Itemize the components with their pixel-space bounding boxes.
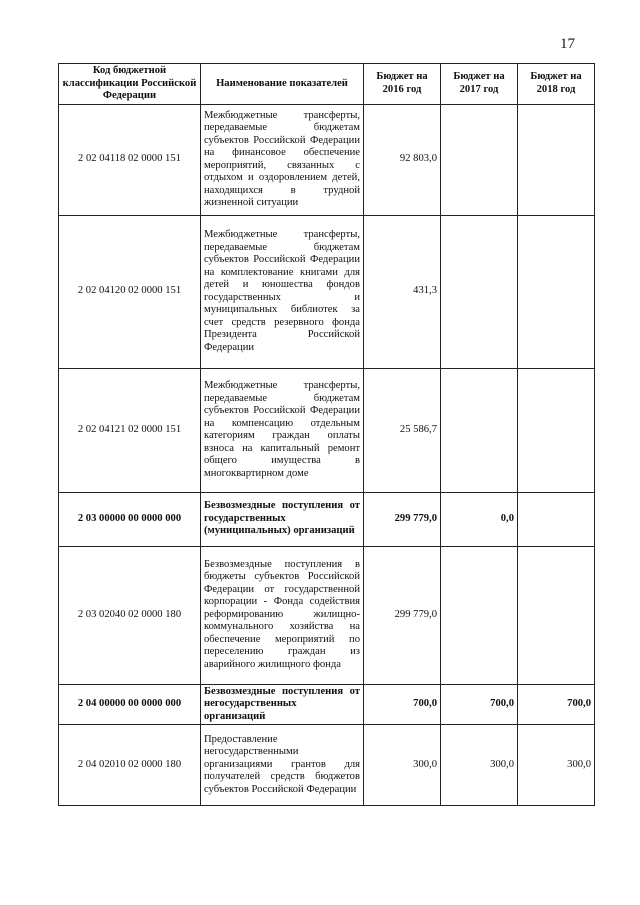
row-budget-2016: 25 586,7 bbox=[364, 368, 441, 492]
header-budget-2017: Бюджет на 2017 год bbox=[441, 64, 518, 105]
header-budget-2016: Бюджет на 2016 год bbox=[364, 64, 441, 105]
table-row bbox=[59, 725, 595, 806]
row-budget-2017: 300,0 bbox=[441, 725, 518, 806]
table-row bbox=[59, 546, 595, 684]
row-budget-2018: 700,0 bbox=[518, 684, 595, 725]
row-code: 2 03 00000 00 0000 000 bbox=[59, 492, 201, 546]
row-code: 2 02 04118 02 0000 151 bbox=[59, 104, 201, 215]
row-code: 2 02 04121 02 0000 151 bbox=[59, 368, 201, 492]
table-row bbox=[59, 104, 595, 215]
table-row bbox=[59, 215, 595, 368]
row-name: Безвозмездные поступления в бюджеты субъектов Российской Федерации от государственной корпорации - Фонда содействия реформированию жилищно-коммунального хозяйства на обеспечение мероприятий по переселению граждан из аварийного жилищного фонда bbox=[201, 546, 364, 684]
table-row bbox=[59, 368, 595, 492]
row-name: Предоставление негосударственными организациями грантов для получателей средств бюджетов субъектов Российской Федерации bbox=[201, 725, 364, 806]
budget-table bbox=[58, 63, 595, 806]
table-header-row bbox=[59, 64, 595, 105]
row-budget-2018 bbox=[518, 215, 595, 368]
row-name: Межбюджетные трансферты, передаваемые бюджетам субъектов Российской Федерации на финансовое обеспечение мероприятий, связанных с отдыхом и оздоровлением детей, находящихся в трудной жизненной ситуации bbox=[201, 104, 364, 215]
row-budget-2017 bbox=[441, 215, 518, 368]
table-row bbox=[59, 492, 595, 546]
row-name: Безвозмездные поступления от негосударственных организаций bbox=[201, 684, 364, 725]
row-code: 2 02 04120 02 0000 151 bbox=[59, 215, 201, 368]
row-code: 2 03 02040 02 0000 180 bbox=[59, 546, 201, 684]
row-name: Безвозмездные поступления от государственных (муниципальных) организаций bbox=[201, 492, 364, 546]
row-budget-2018 bbox=[518, 492, 595, 546]
row-code: 2 04 02010 02 0000 180 bbox=[59, 725, 201, 806]
row-budget-2016: 300,0 bbox=[364, 725, 441, 806]
row-name: Межбюджетные трансферты, передаваемые бюджетам субъектов Российской Федерации на компенсацию отдельным категориям граждан оплаты взноса на капитальный ремонт общего имущества в многоквартирном доме bbox=[201, 368, 364, 492]
row-budget-2018 bbox=[518, 546, 595, 684]
row-code: 2 04 00000 00 0000 000 bbox=[59, 684, 201, 725]
row-budget-2016: 299 779,0 bbox=[364, 492, 441, 546]
row-budget-2018 bbox=[518, 104, 595, 215]
row-budget-2017 bbox=[441, 546, 518, 684]
row-budget-2016: 299 779,0 bbox=[364, 546, 441, 684]
header-name: Наименование показателей bbox=[201, 64, 364, 105]
table-row bbox=[59, 684, 595, 725]
header-code: Код бюджетной классификации Российской Федерации bbox=[59, 64, 201, 105]
row-budget-2016: 700,0 bbox=[364, 684, 441, 725]
row-budget-2017 bbox=[441, 104, 518, 215]
header-budget-2018: Бюджет на 2018 год bbox=[518, 64, 595, 105]
row-budget-2017: 700,0 bbox=[441, 684, 518, 725]
row-budget-2016: 431,3 bbox=[364, 215, 441, 368]
row-budget-2018 bbox=[518, 368, 595, 492]
row-name: Межбюджетные трансферты, передаваемые бюджетам субъектов Российской Федерации на комплектование книгами для детей и юношества фондов государственных и муниципальных библиотек за счет средств резервного фонда Президента Российской Федерации bbox=[201, 215, 364, 368]
row-budget-2016: 92 803,0 bbox=[364, 104, 441, 215]
row-budget-2017: 0,0 bbox=[441, 492, 518, 546]
page-number: 17 bbox=[560, 36, 575, 52]
row-budget-2017 bbox=[441, 368, 518, 492]
row-budget-2018: 300,0 bbox=[518, 725, 595, 806]
